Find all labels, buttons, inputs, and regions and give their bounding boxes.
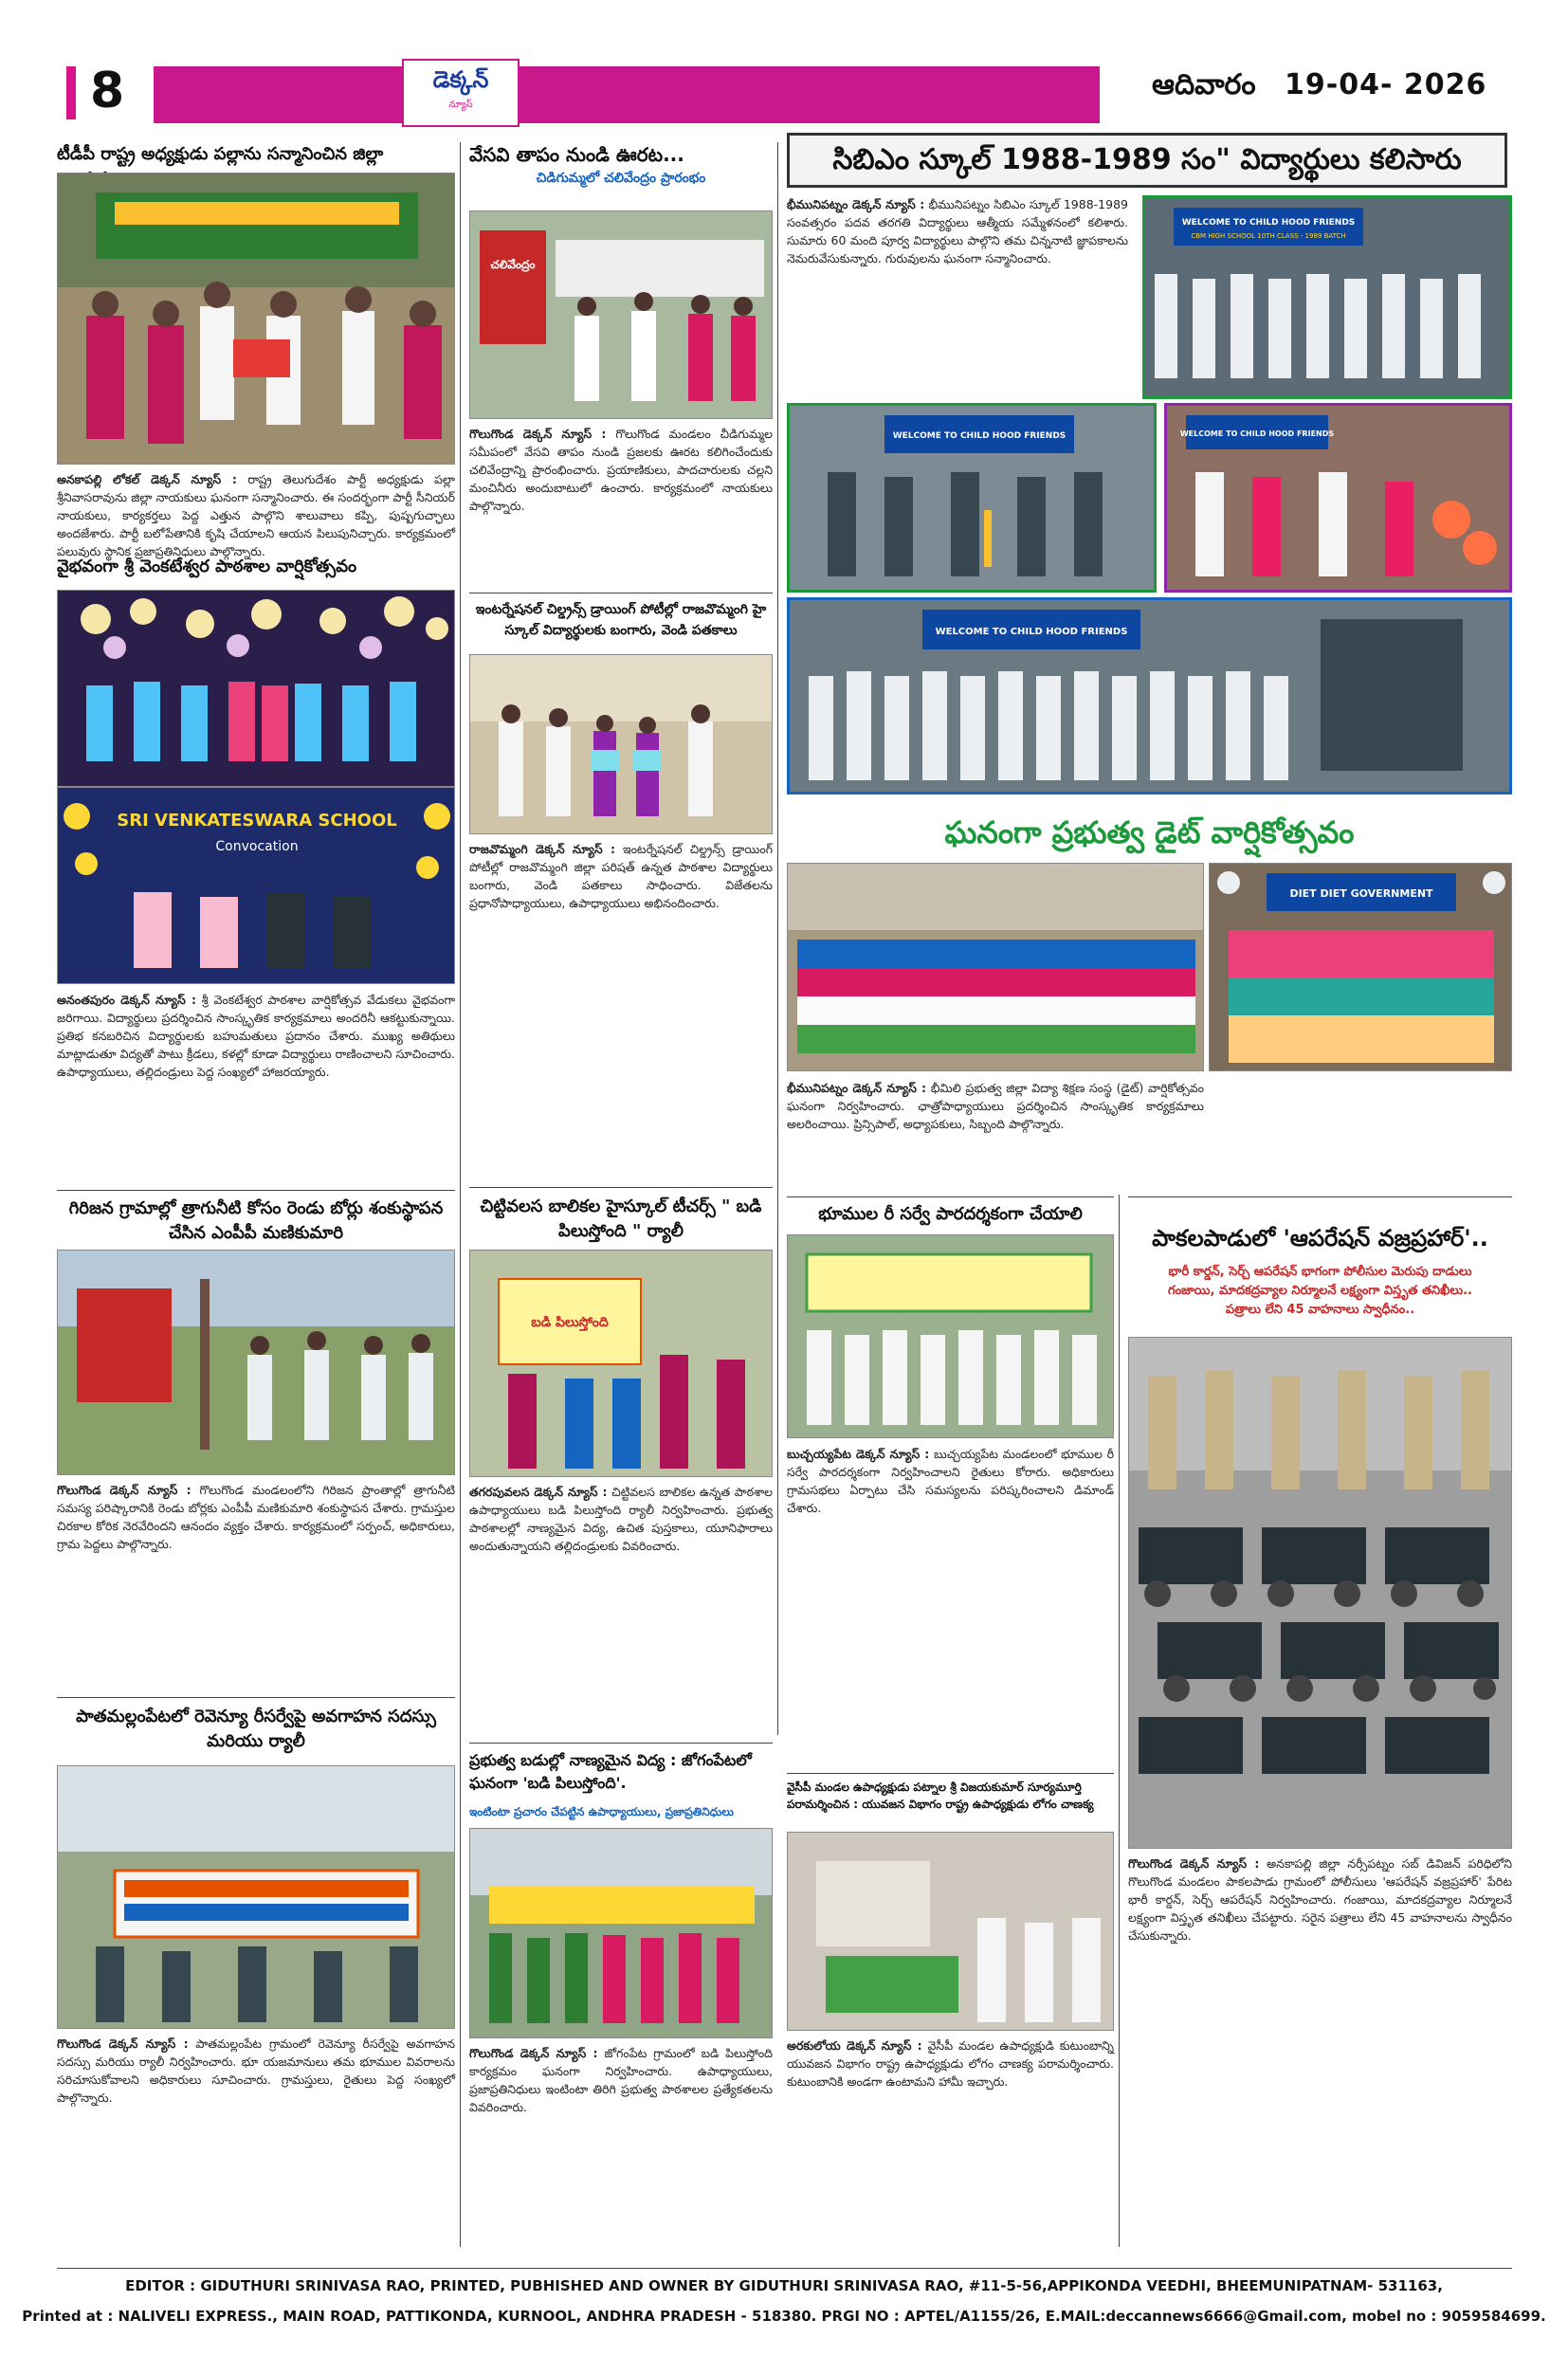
cbm-reunion-group-photo-1 (1145, 198, 1509, 396)
article-3-photo (57, 1250, 455, 1475)
page-number-bar (66, 66, 76, 119)
article-13-subheads (1128, 1263, 1512, 1320)
seized-vehicles-photo (1129, 1338, 1512, 1849)
diet-photo-1 (787, 863, 1204, 1071)
diet-photo-2 (1209, 863, 1512, 1071)
divider-8 (1128, 1196, 1512, 1197)
article-2-text: శ్రీ వెంకటేశ్వర పాఠశాల వార్షికోత్సవ వేడుకలు వైభవంగా జరిగాయి. విద్యార్థులు ప్రదర్శించిన సాంస్కృతిక కార్యక్రమాలు అందరినీ ఆకట్టుకున్నాయి. ప్రతిభ కనబరిచిన విద్యార్థులకు బహుమతులు ప్రదానం చేశారు. ముఖ్య అతిథులు మాట్లాడుతూ విద్యతో పాటు క్రీడలు, కళల్లో కూడా విద్యార్థులు రాణించాలని సూచించారు. ఉపాధ్యాయులు, తల్లిదండ్రులు పెద్ద సంఖ్యలో హాజరయ్యారు. (57, 993, 455, 1079)
article-11-byline: బుచ్చయ్యపేట డెక్కన్ న్యూస్ : (787, 1447, 930, 1461)
logo-subtext: న్యూస్ (448, 100, 473, 110)
badi-pilustondi-rally-photo (470, 1251, 773, 1477)
masthead-band-right (520, 66, 1100, 123)
article-3-byline: గొలుగొండ డెక్కన్ న్యూస్ : (57, 1483, 191, 1497)
article-7-body (469, 1483, 773, 1555)
article-9-headline: సిబిఎం స్కూల్ 1988-1989 సం" విద్యార్థులు కలిసారు (832, 143, 1462, 176)
cbm-reunion-felicitation-photo (1167, 406, 1509, 590)
article-8-text: జోగంపేట గ్రామంలో బడి పిలుస్తోంది కార్యక్రమం ఘనంగా నిర్వహించారు. ఉపాధ్యాయులు, ప్రజాప్రతినిధులు ఇంటింటా తిరిగి ప్రభుత్వ పాఠశాలల ప్రత్యేకతలను వివరించారు. (469, 2046, 773, 2114)
article-4-byline: గొలుగొండ డెక్కన్ న్యూస్ : (57, 2036, 189, 2051)
article-13-subhead-1: భారీ కార్డన్, సెర్చ్ ఆపరేషన్ భాగంగా పోలీసుల మెరుపు దాడులు (1168, 1265, 1472, 1279)
footer-printer-line: Printed at : NALIVELI EXPRESS., MAIN ROAD, PATTIKONDA, KURNOOL, ANDHRA PRADESH - 518380. PRGI NO : APTEL/A1155/26, E.MAIL:deccannews6666@Gmail.com, mobel no : 9059584699. (22, 2308, 1546, 2325)
divider-3 (469, 593, 773, 594)
divider-6 (787, 1196, 1114, 1197)
article-7-byline: తగరపువలస డెక్కన్ న్యూస్ : (469, 1485, 608, 1499)
convocation-text: Convocation (215, 839, 299, 854)
cbm-reunion-lamp-photo (790, 406, 1154, 590)
cbm-banner-4-text: WELCOME TO CHILD HOOD FRIENDS (935, 627, 1128, 637)
logo-text: డెక్కన్ (432, 66, 489, 93)
column-rule-2 (777, 142, 778, 1735)
article-10-body-1 (787, 1079, 1204, 1133)
issue-date: 19-04- 2026 (1285, 68, 1487, 101)
article-7-text: చిట్టివలస బాలికల ఉన్నత పాఠశాల ఉపాధ్యాయులు బడి పిలుస్తోంది ర్యాలీ నిర్వహించారు. ప్రభుత్వ పాఠశాలల్లో నాణ్యమైన విద్య, ఉచిత పుస్తకాలు, యూనిఫారాలు అందుతున్నాయని తల్లిదండ్రులకు వివరించారు. (469, 1485, 773, 1553)
article-11-photo (787, 1234, 1114, 1438)
article-9-byline: భీమునిపట్నం డెక్కన్ న్యూస్ : (787, 197, 925, 211)
article-13-headline: పాకలపాడులో 'ఆపరేషన్ వజ్రప్రహార్'.. (1152, 1225, 1488, 1251)
cbm-banner-1-sub: CBM HIGH SCHOOL 10TH CLASS - 1989 BATCH (1191, 232, 1346, 240)
article-3-body (57, 1481, 455, 1553)
stall-sign-text: చలివేంద్రం (490, 258, 536, 271)
article-11-text: బుచ్చయ్యపేట మండలంలో భూముల రీ సర్వే పారదర్శకంగా నిర్వహించాలని రైతులు కోరారు. అధికారులు గ్రామసభలు ఏర్పాటు చేసి సమస్యలను పరిష్కరించాలని డిమాండ్ చేశారు. (787, 1447, 1114, 1515)
article-3-headline: గిరిజన గ్రామాల్లో త్రాగునీటి కోసం రెండు బోర్లు శంకుస్థాపన చేసిన ఎంపీపీ మణికుమారి (68, 1198, 444, 1243)
cbm-photo-3 (1164, 403, 1512, 593)
column-rule-1 (460, 142, 461, 2247)
article-8-subhead: ఇంటింటా ప్రచారం చేపట్టిన ఉపాధ్యాయులు, ప్రజాప్రతినిధులు (469, 1805, 734, 1818)
article-10-headline: ఘనంగా ప్రభుత్వ డైట్ వార్షికోత్సవం (944, 814, 1355, 850)
article-10-text: భీమిలి ప్రభుత్వ జిల్లా విద్యా శిక్షణ సంస్థ (డైట్) వార్షికోత్సవం ఘనంగా నిర్వహించారు. ఛాత్రోపాధ్యాయులు ప్రదర్శించిన సాంస్కృతిక కార్యక్రమాలు అలరించాయి. ప్రిన్సిపాల్, అధ్యాపకులు, సిబ్బంది పాల్గొన్నారు. (787, 1081, 1204, 1131)
felicitation-photo (58, 173, 455, 465)
column-rule-3 (1119, 1195, 1120, 2247)
article-6-headline: ఇంటర్నేషనల్ చిల్డ్రన్స్ డ్రాయింగ్ పోటీల్లో రాజవొమ్మంగి హై స్కూల్ విద్యార్థులకు బంగారు, వెండి పతకాలు (475, 602, 767, 638)
divider-1 (57, 1190, 455, 1191)
article-8-headline: ప్రభుత్వ బడుల్లో నాణ్యమైన విద్య : జోగంపేటలో ఘనంగా 'బడి పిలుస్తోంది'. (469, 1751, 752, 1792)
article-2-headline: వైభవంగా శ్రీ వెంకటేశ్వర పాఠశాల వార్షికోత్సవం (57, 557, 357, 576)
article-12-text: వైసీపీ మండల ఉపాధ్యక్షుడి కుటుంబాన్ని యువజన విభాగం రాష్ట్ర ఉపాధ్యక్షుడు లోగం చాణక్య పరామర్శించారు. కుటుంబానికి అండగా ఉంటామని హామీ ఇచ్చారు. (787, 2038, 1114, 2089)
article-6-body (469, 840, 773, 912)
cbm-banner-1-text: WELCOME TO CHILD HOOD FRIENDS (1181, 218, 1356, 228)
page-number: 8 (90, 63, 125, 119)
article-13-subhead-2: గంజాయి, మాదకద్రవ్యాల నిర్మూలనే లక్ష్యంగా విస్తృత తనిఖీలు.. (1168, 1284, 1472, 1298)
article-5-text: గొలుగొండ మండలం చీడిగుమ్మల సమీపంలో వేసవి తాపం నుండి ప్రజలకు ఊరట కలిగించేందుకు చలివేంద్రాన్ని ప్రారంభించారు. ప్రయాణికులు, పాదచారులకు చల్లని మంచినీరు అందుబాటులో ఉంచారు. కార్యక్రమంలో నాయకులు పాల్గొన్నారు. (469, 427, 773, 513)
article-7-headline: చిట్టివలస బాలికల హైస్కూల్ టీచర్స్ " బడి పిలుస్తోంది " ర్యాలీ (480, 1196, 762, 1241)
article-13-photo (1128, 1337, 1512, 1849)
newspaper-logo (402, 59, 520, 127)
condolence-visit-photo (788, 1833, 1114, 2031)
divider-5 (469, 1743, 773, 1744)
drawing-winners-photo (470, 655, 773, 834)
water-stall-photo (470, 211, 773, 419)
article-1-headline: టీడీపీ రాష్ట్ర అధ్యక్షుడు పల్లాను సన్మానించిన జిల్లా (57, 144, 384, 164)
article-11-headline: భూముల రీ సర్వే పారదర్శకంగా చేయాలి (818, 1204, 1083, 1224)
article-8-byline: గొలుగొండ డెక్కన్ న్యూస్ : (469, 2046, 598, 2060)
borewell-photo (58, 1251, 455, 1475)
article-3-text: గొలుగొండ మండలంలోని గిరిజన ప్రాంతాల్లో త్రాగునీటి సమస్య పరిష్కారానికి రెండు బోర్లకు ఎంపీపీ మణికుమారి శంకుస్థాపన చేశారు. గ్రామస్తుల చిరకాల కోరిక నెరవేరిందని ఆనందం వ్యక్తం చేశారు. కార్యక్రమంలో సర్పంచ్, అధికారులు, గ్రామ పెద్దలు పాల్గొన్నారు. (57, 1483, 455, 1551)
article-9-text: భీమునిపట్నం సిబిఎం స్కూల్ 1988-1989 సంవత్సరం పదవ తరగతి విద్యార్థులు ఆత్మీయ సమ్మేళనంలో కలిశారు. సుమారు 60 మంది పూర్వ విద్యార్థులు పాల్గొని తమ చిన్ననాటి జ్ఞాపకాలను నెమరువేసుకున్నారు. గురువులను ఘనంగా సన్మానించారు. (787, 197, 1128, 265)
annual-day-stage-photo (58, 591, 455, 787)
article-5-photo (469, 210, 773, 419)
article-9-body (787, 195, 1128, 267)
resurvey-meeting-photo (788, 1235, 1114, 1438)
article-5-body (469, 425, 773, 515)
jogampeta-rally-photo (470, 1829, 773, 2038)
article-6-byline: రాజవొమ్మంగి డెక్కన్ న్యూస్ : (469, 842, 615, 856)
article-2-byline: అనంతపురం డెక్కన్ న్యూస్ : (57, 993, 196, 1007)
divider-7 (787, 1773, 1114, 1774)
cbm-banner-2-text: WELCOME TO CHILD HOOD FRIENDS (892, 431, 1067, 441)
cbm-banner-3-text: WELCOME TO CHILD HOOD FRIENDS (1179, 429, 1335, 438)
cbm-reunion-group-photo-2 (790, 600, 1509, 792)
cbm-photo-2 (787, 403, 1157, 593)
article-13-body (1128, 1854, 1512, 1945)
article-1-byline: అనకాపల్లి లోకల్ డెక్కన్ న్యూస్ : (57, 472, 237, 486)
resurvey-rally-photo (58, 1766, 455, 2029)
article-5-headline: వేసవి తాపం నుండి ఊరట... (469, 143, 684, 166)
article-1-text: రాష్ట్ర తెలుగుదేశం పార్టీ అధ్యక్షుడు పల్లా శ్రీనివాసరావును జిల్లా నాయకులు ఘనంగా సన్మానించారు. ఈ సందర్భంగా పార్టీ సీనియర్ నాయకులు, కార్యకర్తలు పెద్ద ఎత్తున పాల్గొని శాలువాలు కప్పి, పుష్పగుచ్ఛాలు అందజేశారు. పార్టీ బలోపేతానికి కృషి చేయాలని ఆయన పిలుపునిచ్చారు. కార్యక్రమంలో పలువురు స్థానిక ప్రజాప్రతినిధులు పాల్గొన్నారు. (57, 472, 455, 558)
masthead-band-left (154, 66, 402, 123)
article-9-headline-box (787, 133, 1507, 188)
article-4-headline: పాతమల్లంపేటలో రెవెన్యూ రీసర్వేపై అవగాహన సదస్సు మరియు ర్యాలీ (76, 1707, 436, 1751)
article-11-body (787, 1445, 1114, 1517)
article-4-photo (57, 1765, 455, 2029)
article-6-text: ఇంటర్నేషనల్ చిల్డ్రన్స్ డ్రాయింగ్ పోటీల్లో రాజవొమ్మంగి జిల్లా పరిషత్ ఉన్నత పాఠశాల విద్యార్థులు బంగారు, వెండి పతకాలు సాధించారు. విజేతలను ప్రధానోపాధ్యాయులు, ఉపాధ్యాయులు అభినందించారు. (469, 842, 773, 910)
article-12-byline: అరకులోయ డెక్కన్ న్యూస్ : (787, 2038, 922, 2053)
footer-editor-line: EDITOR : GIDUTHURI SRINIVASA RAO, PRINTED, PUBHISHED AND OWNER BY GIDUTHURI SRINIVASA RAO, #11-5-56,APPIKONDA VEEDHI, BHEEMUNIPATNAM- 531163, (125, 2277, 1443, 2294)
article-13-byline: గొలుగొండ డెక్కన్ న్యూస్ : (1128, 1856, 1260, 1871)
article-12-photo (787, 1832, 1114, 2031)
diet-group-photo (788, 864, 1204, 1071)
diet-stage-photo (1210, 864, 1512, 1071)
divider-2 (57, 1697, 455, 1698)
rally-banner-text: బడి పిలుస్తోంది (531, 1315, 609, 1330)
article-13-text: అనకాపల్లి జిల్లా నర్సీపట్నం సబ్ డివిజన్ పరిధిలోని గొలుగొండ మండలం పాకలపాడు గ్రామంలో పోలీసులు 'ఆపరేషన్ వజ్రప్రహార్' పేరిట భారీ కార్డన్, సెర్చ్ ఆపరేషన్ నిర్వహించారు. గంజాయి, మాదకద్రవ్యాల నిర్మూలనే లక్ష్యంగా విస్తృత తనిఖీలు చేపట్టారు. సరైన పత్రాలు లేని 45 వాహనాలను స్వాధీనం చేసుకున్నారు. (1128, 1856, 1512, 1943)
cbm-photo-1 (1142, 195, 1512, 399)
article-13-subhead-3: పత్రాలు లేని 45 వాహనాలు స్వాధీనం.. (1225, 1303, 1415, 1317)
article-2-photo-2 (57, 787, 455, 984)
footer-rule (57, 2268, 1512, 2269)
article-4-text: పాతమల్లంపేట గ్రామంలో రెవెన్యూ రీసర్వేపై అవగాహన సదస్సు మరియు ర్యాలీ నిర్వహించారు. భూ యజమానులు తమ భూముల వివరాలను సరిచూసుకోవాలని అధికారులు సూచించారు. గ్రామస్తులు, రైతులు పెద్ద సంఖ్యలో పాల్గొన్నారు. (57, 2036, 455, 2105)
article-1-body (57, 470, 455, 560)
article-8-photo (469, 1828, 773, 2038)
issue-day: ఆదివారం (1152, 68, 1256, 101)
article-8-body (469, 2044, 773, 2116)
article-6-photo (469, 654, 773, 834)
article-2-body (57, 991, 455, 1081)
convocation-kids-photo (58, 788, 455, 984)
article-2-photo-1 (57, 590, 455, 787)
article-7-photo (469, 1250, 773, 1477)
article-5-subhead: చిడిగుమ్మలో చలివేంద్రం ప్రారంభం (536, 171, 706, 186)
article-4-body (57, 2035, 455, 2107)
article-12-headline: వైసీపీ మండల ఉపాధ్యక్షుడు పట్నాల శ్రీ విజయకుమార్ సూర్యమూర్తి పరామర్శించిన : యువజన విభాగం రాష్ట్ర ఉపాధ్యక్షుడు లోగం చాణక్య (787, 1780, 1094, 1811)
cbm-photo-4 (787, 597, 1512, 794)
article-1-photo (57, 173, 455, 465)
school-sign-text: SRI VENKATESWARA SCHOOL (117, 811, 397, 831)
diet-sign-text: DIET DIET GOVERNMENT (1289, 887, 1433, 900)
article-5-byline: గొలుగొండ డెక్కన్ న్యూస్ : (469, 427, 607, 441)
article-12-body (787, 2036, 1114, 2091)
divider-4 (469, 1187, 773, 1188)
article-10-byline: భీమునిపట్నం డెక్కన్ న్యూస్ : (787, 1081, 926, 1095)
